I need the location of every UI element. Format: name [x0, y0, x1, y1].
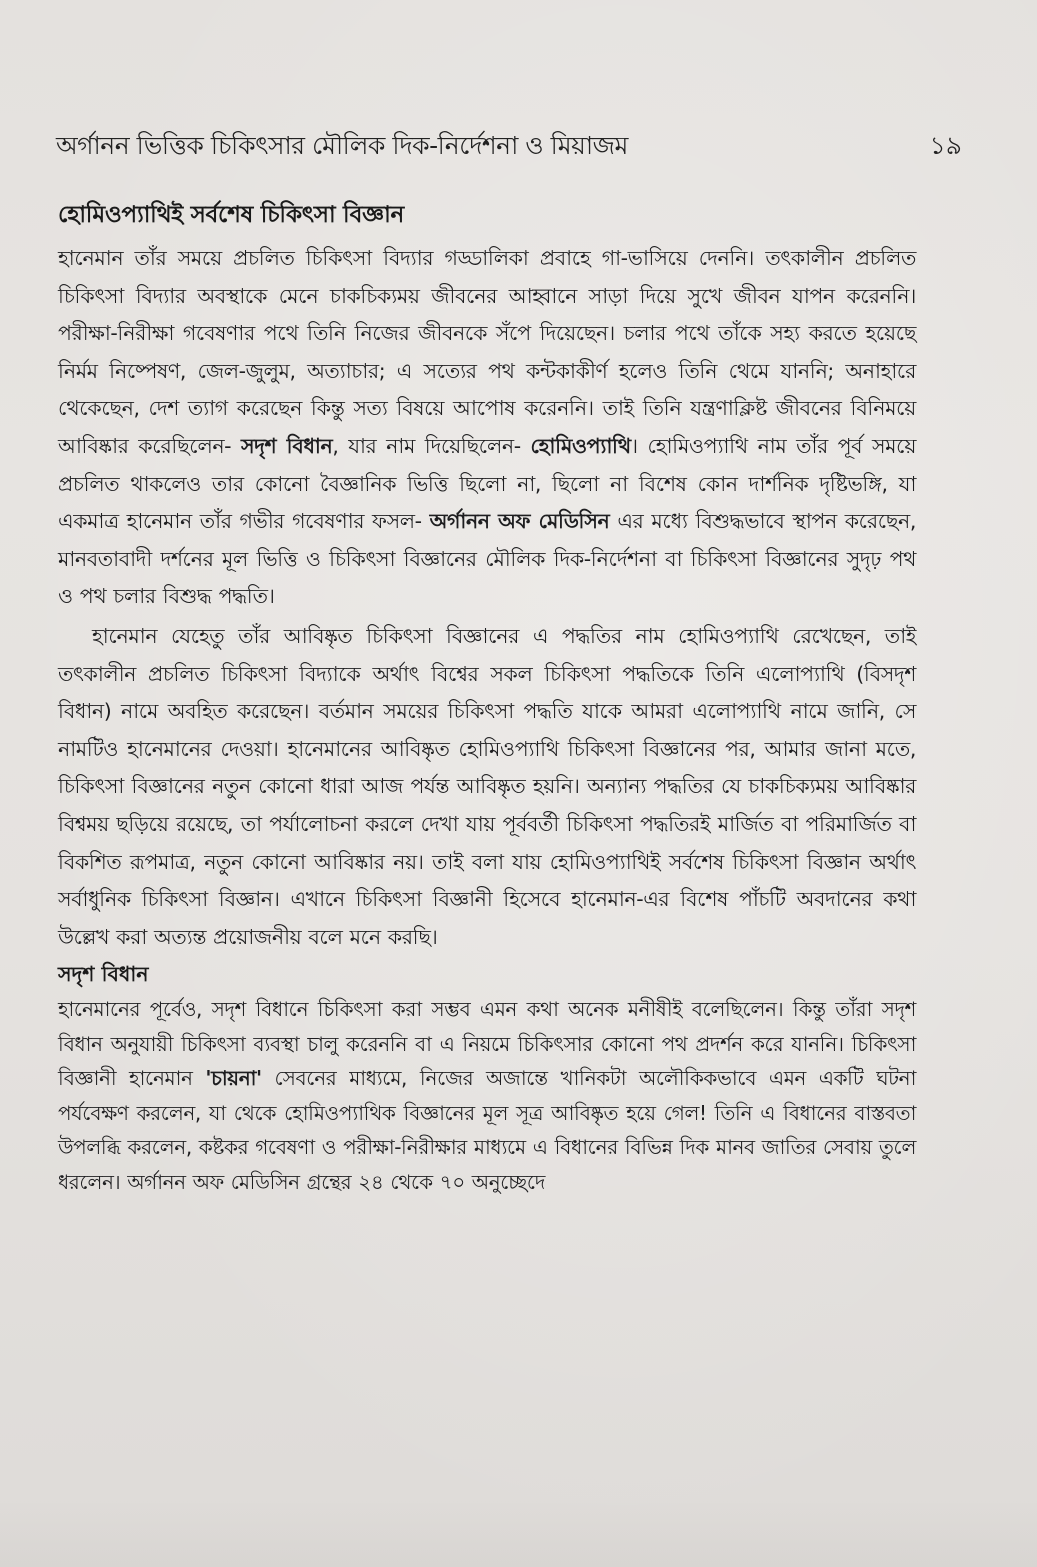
subsection-heading: সদৃশ বিধান	[58, 962, 149, 987]
page-content	[58, 196, 916, 1199]
text-run: হানেমান যেহেতু তাঁর আবিষ্কৃত চিকিৎসা বিজ্ঞানের এ পদ্ধতির নাম হোমিওপ্যাথি রেখেছেন, তাই তৎকালীন প্রচলিত চিকিৎসা বিদ্যাকে অর্থাৎ বিশ্বের সকল চিকিৎসা পদ্ধতিকে তিনি এলোপ্যাথি (বিসদৃশ বিধান) নামে অবহিত করেছেন। বর্তমান সময়ের চিকিৎসা পদ্ধতি যাকে আমরা এলোপ্যাথি নামে জানি, সে নামটিও হানেমানের দেওয়া। হানেমানের আবিষ্কৃত হোমিওপ্যাথি চিকিৎসা বিজ্ঞানের পর, আমার জানা মতে, চিকিৎসা বিজ্ঞানের নতুন কোনো ধারা আজ পর্যন্ত আবিষ্কৃত হয়নি। অন্যান্য পদ্ধতির যে চাকচিক্যময় আবিষ্কার বিশ্বময় ছড়িয়ে রয়েছে, তা পর্যালোচনা করলে দেখা যায় পূর্ববর্তী চিকিৎসা পদ্ধতিরই মার্জিত বা পরিমার্জিত বা বিকশিত রূপমাত্র, নতুন কোনো আবিষ্কার নয়। তাই বলা যায় হোমিওপ্যাথিই সর্বশেষ চিকিৎসা বিজ্ঞান অর্থাৎ সর্বাধুনিক চিকিৎসা বিজ্ঞান। এখানে চিকিৎসা বিজ্ঞানী হিসেবে হানেমান-এর বিশেষ পাঁচটি অবদানের কথা উল্লেখ করা অত্যন্ত প্রয়োজনীয় বলে মনে করছি।	[58, 623, 916, 949]
text-run: হানেমানের পূর্বেও, সদৃশ বিধানে চিকিৎসা করা সম্ভব এমন কথা অনেক মনীষীই বলেছিলেন। কিন্তু তাঁরা সদৃশ বিধান অনুযায়ী চিকিৎসা ব্যবস্থা চালু করেননি বা এ নিয়মে চিকিৎসার কোনো পথ প্রদর্শন করে যাননি। চিকিৎসা বিজ্ঞানী হানেমান	[58, 997, 916, 1091]
section-heading: হোমিওপ্যাথিই সর্বশেষ চিকিৎসা বিজ্ঞান	[58, 202, 404, 228]
paragraph-2	[58, 618, 916, 956]
text-run: , যার নাম দিয়েছিলেন-	[332, 433, 531, 458]
text-run: এর মধ্যে বিশুদ্ধভাবে স্থাপন করেছেন, মানবতাবাদী দর্শনের মূল ভিত্তি ও চিকিৎসা বিজ্ঞানের মৌলিক দিক-নির্দেশনা বা চিকিৎসা বিজ্ঞানের সুদৃঢ় পথ ও পথ চলার বিশুদ্ধ পদ্ধতি।	[58, 509, 916, 609]
running-header	[56, 126, 962, 170]
bold-term-organon: অর্গানন অফ মেডিসিন	[429, 509, 610, 534]
bold-term-homeopathy: হোমিওপ্যাথি	[530, 433, 631, 458]
bold-term-china: 'চায়না'	[205, 1066, 262, 1091]
paragraph-3	[58, 992, 916, 1199]
text-run: হানেমান তাঁর সময়ে প্রচলিত চিকিৎসা বিদ্যার গড্ডালিকা প্রবাহে গা-ভাসিয়ে দেননি। তৎকালীন প্রচলিত চিকিৎসা বিদ্যার অবস্থাকে মেনে চাকচিক্যময় জীবনের আহ্বানে সাড়া দিয়ে সুখে জীবন যাপন করেননি। পরীক্ষা-নিরীক্ষা গবেষণার পথে তিনি নিজের জীবনকে সঁপে দিয়েছেন। চলার পথে তাঁকে সহ্য করতে হয়েছে নির্মম নিষ্পেষণ, জেল-জুলুম, অত্যাচার; এ সত্যের পথ কন্টকাকীর্ণ হলেও তিনি থেমে যাননি; অনাহারে থেকেছেন, দেশ ত্যাগ করেছেন কিন্তু সত্য বিষয়ে আপোষ করেননি। তাই তিনি যন্ত্রণাক্লিষ্ট জীবনের বিনিময়ে আবিষ্কার করেছিলেন-	[58, 246, 916, 458]
text-run: সেবনের মাধ্যমে, নিজের অজান্তে খানিকটা অলৌকিকভাবে এমন একটি ঘটনা পর্যবেক্ষণ করলেন, যা থেকে হোমিওপ্যাথিক বিজ্ঞানের মূল সূত্র আবিষ্কৃত হয়ে গেল! তিনি এ বিধানের বাস্তবতা উপলব্ধি করলেন, কষ্টকর গবেষণা ও পরীক্ষা-নিরীক্ষার মাধ্যমে এ বিধানের বিভিন্ন দিক মানব জাতির সেবায় তুলে ধরলেন। অর্গানন অফ মেডিসিন গ্রন্থের ২৪ থেকে ৭০ অনুচ্ছেদে	[58, 1066, 916, 1194]
running-title: অর্গানন ভিত্তিক চিকিৎসার মৌলিক দিক-নির্দেশনা ও মিয়াজম	[56, 131, 628, 160]
paragraph-1	[58, 240, 916, 616]
page-bleed-shadow	[0, 1500, 1037, 1567]
text-run: । হোমিওপ্যাথি নাম তাঁর পূর্ব সময়ে প্রচলিত থাকলেও তার কোনো বৈজ্ঞানিক ভিত্তি ছিলো না, ছিলো না বিশেষ কোন দার্শনিক দৃষ্টিভঙ্গি, যা একমাত্র হানেমান তাঁর গভীর গবেষণার ফসল-	[58, 433, 916, 534]
bold-term-sadrisha-bidhan: সদৃশ বিধান	[240, 433, 333, 458]
page-number: ১৯	[929, 131, 962, 160]
